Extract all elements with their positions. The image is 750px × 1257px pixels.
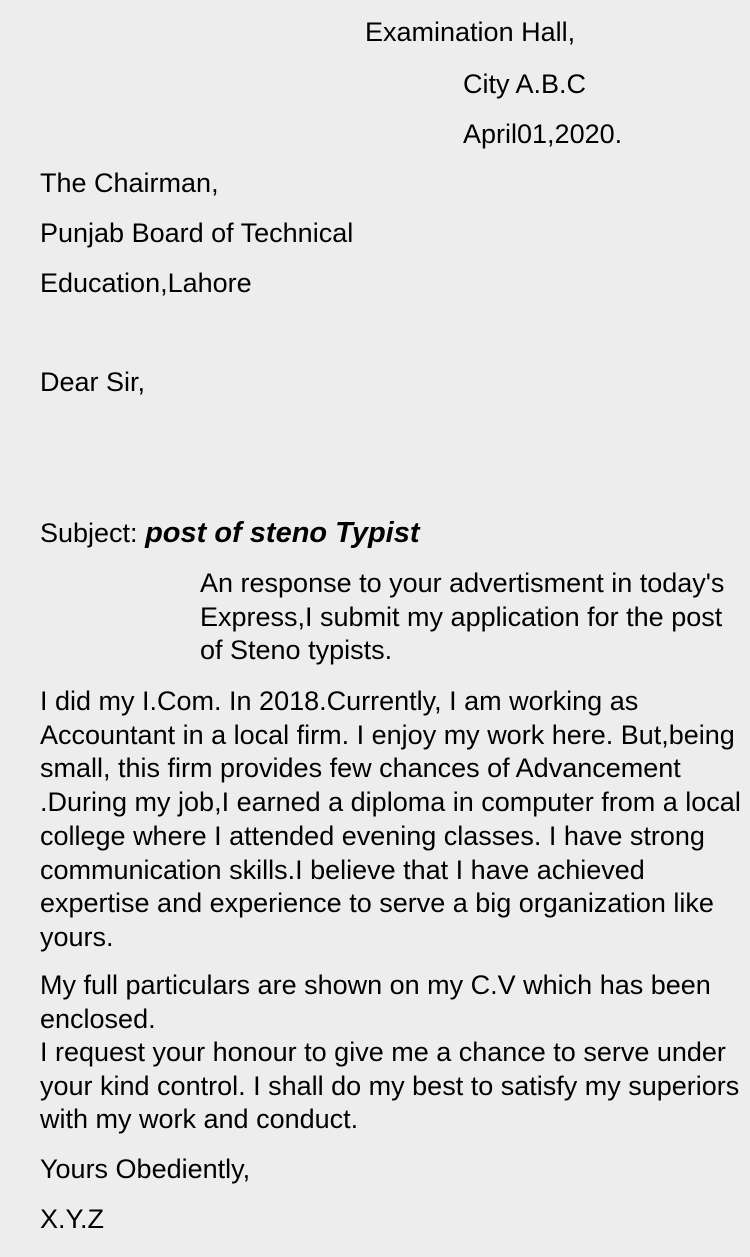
recipient-line2: Punjab Board of Technical	[40, 218, 354, 248]
salutation: Dear Sir,	[40, 367, 146, 397]
recipient-line1: The Chairman,	[40, 168, 219, 198]
body-paragraph-2: I did my I.Com. In 2018.Currently, I am working as Accountant in a local firm. I enjoy my work here. But,being small, this firm provides few chances of Advancement .During my job,I earned a diploma in computer from a local college where I attended evening classes. I have strong communication skills.I believe that I have achieved expertise and experience to serve a big organization like yours.	[40, 686, 741, 952]
subject-text: post of steno Typist	[145, 517, 420, 549]
signature: X.Y.Z	[40, 1204, 105, 1234]
subject-line	[40, 516, 420, 550]
body-paragraph-3-line2: I request your honour to give me a chance to serve under your kind control. I shall do my best to satisfy my superiors with my work and conduct.	[40, 1037, 740, 1135]
body-paragraph-1: An response to your advertisment in today's Express,I submit my application for the post of Steno typists.	[200, 568, 725, 666]
recipient-line3: Education,Lahore	[40, 268, 252, 298]
sender-address-line2: City A.B.C	[463, 69, 587, 99]
subject-label: Subject:	[40, 518, 138, 548]
sender-address-line1: Examination Hall,	[365, 17, 576, 47]
body-paragraph-3-line1: My full particulars are shown on my C.V which has been enclosed.	[40, 970, 711, 1034]
letter-date: April01,2020.	[463, 119, 623, 149]
closing: Yours Obediently,	[40, 1154, 251, 1184]
